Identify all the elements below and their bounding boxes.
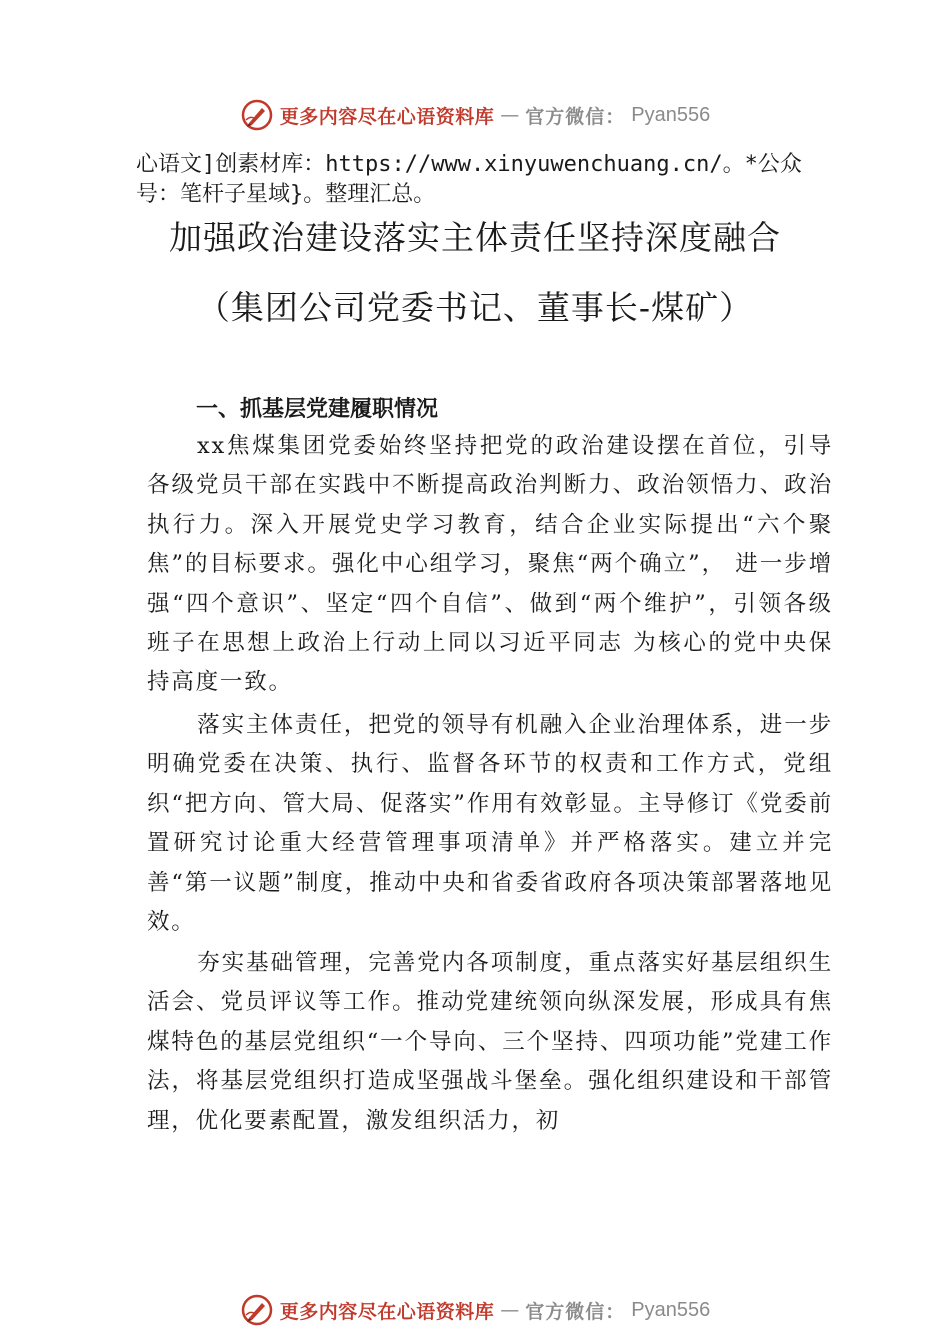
banner-wechat-id: Pyan556	[631, 1298, 711, 1321]
footer-banner	[0, 1290, 950, 1330]
banner-promo-text: 更多内容尽在心语资料库	[279, 1300, 495, 1323]
banner-dash: —	[500, 1299, 520, 1321]
pen-logo-icon	[240, 98, 274, 132]
paragraph-text: 落实主体责任，把党的领导有机融入企业治理体系，进一步明确党委在决策、执行、监督各环节的权责和工作方式，党组织“把方向、管大局、促落实”作用有效彰显。主导修订《党委前置研究讨论重大经营管理事项清单》并严格落实。建立并完善“第一议题”制度，推动中央和省委省政府各项决策部署落地见效。	[147, 712, 833, 936]
paragraph-text: xx焦煤集团党委始终坚持把党的政治建设摆在首位，引导各级党员干部在实践中不断提高政治判断力、政治领悟力、政治执行力。深入开展党史学习教育，结合企业实际提出“六个聚焦”的目标要求。强化中心组学习，聚焦“两个确立”， 进一步增强“四个意识”、坚定“四个自信”、做到“两个维护”，引领各级班子在思想上政治上行动上同以习近平同志 为核心的党中央保持高度一致。	[147, 433, 833, 696]
paragraph	[147, 427, 833, 703]
banner-dash: —	[500, 104, 520, 126]
banner-promo-text: 更多内容尽在心语资料库	[279, 105, 495, 128]
paragraph	[147, 706, 833, 942]
banner-wechat-label: 官方微信：	[525, 105, 626, 128]
paragraph	[147, 944, 833, 1141]
banner-wechat-id: Pyan556	[631, 103, 711, 126]
source-note: 心语文]创素材库：https://www.xinyuwenchuang.cn/。*公众号：笔杆子星域}。整理汇总。	[136, 152, 802, 207]
document-title: 加强政治建设落实主体责任坚持深度融合	[169, 218, 781, 257]
section-heading: 一、抓基层党建履职情况	[196, 397, 439, 422]
document-subtitle: （集团公司党委书记、董事长-煤矿）	[196, 288, 754, 327]
pen-logo-icon	[240, 1293, 274, 1327]
paragraph-text: 夯实基础管理，完善党内各项制度，重点落实好基层组织生活会、党员评议等工作。推动党建统领向纵深发展，形成具有焦煤特色的基层党组织“一个导向、三个坚持、四项功能”党建工作法，将基层党组织打造成坚强战斗堡垒。强化组织建设和干部管理，优化要素配置，激发组织活力，初	[147, 950, 833, 1134]
banner-wechat-label: 官方微信：	[525, 1300, 626, 1323]
header-banner	[0, 95, 950, 135]
